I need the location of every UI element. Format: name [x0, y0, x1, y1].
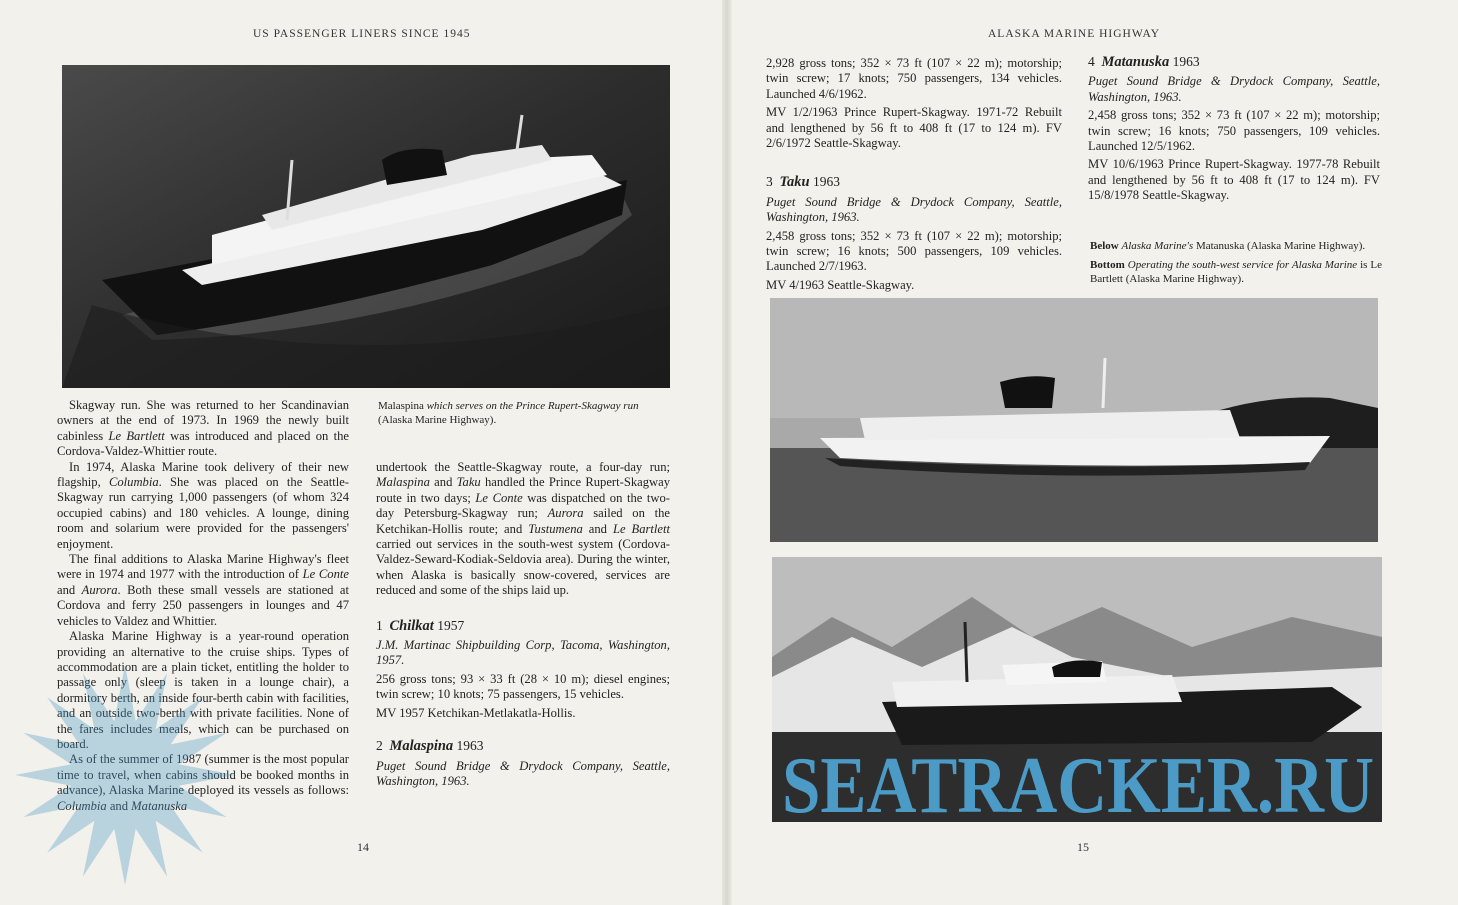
- text-run: Le Conte: [302, 567, 349, 582]
- text-run: Le Conte: [475, 490, 523, 505]
- entry-builder: J.M. Martinac Shipbuilding Corp, Tacoma, Washington, 1957.: [376, 638, 670, 668]
- text-run: which serves on the Prince Rupert-Skagway run: [423, 400, 639, 412]
- text-run: Columbia: [108, 475, 159, 490]
- ship-entry: [1088, 54, 1380, 204]
- paragraph: [57, 752, 349, 814]
- caption-text: Alaska Marine's: [1121, 240, 1194, 252]
- ship-entry: [766, 174, 1062, 293]
- entry-heading: [1088, 54, 1380, 70]
- caption-label: Bottom: [1090, 259, 1125, 271]
- text-column-left: [57, 398, 349, 814]
- text-run: . She was placed on the Seattle-Skagway run carrying 1,000 passengers (of whom 324 occupied cabins) and 180 vehicles. A lounge, dining room and solarium were provided for the passengers' enjoyment.: [57, 475, 349, 551]
- text-run: sailed on the Ketchikan-Hollis route; and: [376, 506, 670, 536]
- entry-history: MV 1957 Ketchikan-Metlakatla-Hollis.: [376, 705, 576, 720]
- text-run: The final additions to Alaska Marine Highway's fleet were in 1974 and 1977 with the introduction of: [57, 552, 349, 582]
- entry-heading: [766, 174, 1062, 190]
- text-run: Aurora: [547, 506, 584, 521]
- text-column-middle: [376, 460, 670, 792]
- entry-number: 4: [1088, 54, 1095, 69]
- entry-history: MV 4/1963 Seattle-Skagway.: [766, 277, 915, 292]
- entry-builder: Puget Sound Bridge & Drydock Company, Seattle, Washington, 1963.: [1088, 74, 1380, 104]
- text-run: Aurora: [81, 582, 118, 597]
- paragraph: [376, 460, 670, 599]
- text-run: undertook the Seattle-Skagway route, a four-day run;: [376, 460, 670, 474]
- paragraph: [57, 552, 349, 629]
- entry-year: 1957: [437, 617, 465, 633]
- entry-builder: Puget Sound Bridge & Drydock Company, Seattle, Washington, 1963.: [766, 194, 1062, 225]
- paragraph: [57, 460, 349, 552]
- paragraph: [57, 398, 349, 460]
- text-run: Le Bartlett: [108, 428, 165, 443]
- watermark-text: SEATRACKER.RU: [782, 742, 1374, 830]
- text-run: Columbia: [57, 798, 107, 813]
- page-number-right: 15: [1077, 840, 1089, 854]
- entry-heading: [376, 738, 670, 754]
- entry-history: MV 1/2/1963 Prince Rupert-Skagway. 1971-72 Rebuilt and lengthened by 56 ft to 408 ft (17 to 124 m). FV 2/6/1972 Seattle-Skagway.: [766, 105, 1062, 151]
- entry-year: 1963: [456, 738, 484, 754]
- book-spine: [722, 0, 732, 905]
- text-run: carried out services in the south-west system (Cordova-Valdez-Seward-Kodiak-Seldovia area). During the winter, when Alaska is basically snow-covered, services are reduced and some of the ships laid up.: [376, 537, 670, 598]
- caption-label: Below: [1090, 240, 1119, 252]
- text-run: . Both these small vessels are stationed at Cordova and ferry 250 passengers in lounges and 47 vehicles to Valdez and Whittier.: [57, 582, 349, 628]
- text-run: As of the summer of 1987 (summer is the most popular time to travel, when cabins should be booked months in advance), Alaska Marine deployed its vessels as follows:: [57, 752, 349, 798]
- entry-specs: 256 gross tons; 93 × 33 ft (28 × 10 m); diesel engines; twin screw; 10 knots; 75 passengers, 15 vehicles.: [376, 671, 670, 702]
- text-run: and: [106, 798, 132, 813]
- page-number-left: 14: [357, 840, 369, 854]
- entry-number: 2: [376, 738, 383, 754]
- entry-history: MV 10/6/1963 Prince Rupert-Skagway. 1977-78 Rebuilt and lengthened by 56 ft to 408 ft (17 to 124 m). FV 15/8/1978 Seattle-Skagway.: [1088, 157, 1380, 203]
- text-run: Alaska Marine Highway is a year-round operation providing an alternative to the cruise ships. Types of accommodation are a plain ticket, entitling the holder to passage only (sleep is taken in a lounge chair), a dormitory berth, an inside four-berth cabin with facilities, and an outside two-berth with private facilities. None of the fares includes meals, which can be purchased on board.: [57, 629, 349, 751]
- caption-below: [1090, 239, 1382, 253]
- text-run: Le Bartlett: [612, 521, 670, 536]
- ship-entry: [376, 738, 670, 789]
- text-run: Matanuska: [131, 798, 188, 813]
- caption-credit: (Alaska Marine Highway).: [1246, 240, 1366, 252]
- text-run: was introduced and placed on the Cordova-Valdez-Whittier route.: [57, 428, 350, 459]
- photo-malaspina: [62, 65, 670, 388]
- text-run: and: [582, 521, 613, 536]
- caption-ship: Matanuska: [1195, 240, 1245, 252]
- running-head-left: US PASSENGER LINERS SINCE 1945: [253, 28, 471, 40]
- entry-heading: [376, 618, 670, 634]
- caption-text: Operating the south-west service for Alaska Marine: [1127, 259, 1358, 271]
- photo-le-bartlett: [772, 557, 1382, 822]
- text-run: Malaspina: [376, 475, 430, 490]
- text-run: handled the Prince Rupert-Skagway route in two days;: [376, 475, 670, 505]
- ship-name: Malaspina: [389, 738, 454, 755]
- entry-number: 3: [766, 174, 773, 190]
- paragraph: [57, 629, 349, 752]
- text-run: Malaspina: [378, 400, 424, 412]
- running-head-right: ALASKA MARINE HIGHWAY: [988, 28, 1160, 40]
- text-run: In 1974, Alaska Marine took delivery of their new flagship,: [57, 459, 349, 490]
- caption-credit: is Le Bartlett (Alaska Marine Highway).: [1090, 259, 1382, 285]
- photo-caption-malaspina: [378, 399, 673, 427]
- ship-name: Chilkat: [389, 617, 434, 634]
- text-run: Taku: [456, 475, 481, 490]
- entry-year: 1963: [812, 174, 840, 190]
- text-run: and: [429, 475, 457, 490]
- text-run: and: [57, 582, 82, 597]
- entry-specs: 2,458 gross tons; 352 × 73 ft (107 × 22 m); motorship; twin screw; 16 knots; 750 passengers, 109 vehicles. Launched 12/5/1962.: [1088, 108, 1380, 154]
- entry-number: 1: [376, 617, 383, 633]
- entry-builder: Puget Sound Bridge & Drydock Company, Seattle, Washington, 1963.: [376, 758, 670, 788]
- text-run: Tustumena: [528, 521, 583, 536]
- ship-name: Matanuska: [1101, 54, 1170, 70]
- text-column-right-2: [1088, 54, 1380, 207]
- entry-year: 1963: [1172, 54, 1200, 69]
- photo-matanuska: [770, 298, 1378, 542]
- caption-bottom: [1090, 258, 1382, 286]
- ship-entry: [376, 618, 670, 721]
- ship-name: Taku: [779, 174, 810, 191]
- entry-specs: 2,458 gross tons; 352 × 73 ft (107 × 22 m); motorship; twin screw; 16 knots; 500 passengers, 109 vehicles. Launched 2/7/1963.: [766, 228, 1062, 274]
- text-run: was dispatched on the two-day Petersburg-Skagway run;: [376, 490, 671, 521]
- text-run: Skagway run. She was returned to her Scandinavian owners at the end of 1973. In 1969 the newly built cabinless: [57, 398, 349, 443]
- entry-specs: 2,928 gross tons; 352 × 73 ft (107 × 22 m); motorship; twin screw; 17 knots; 750 passengers, 134 vehicles. Launched 4/6/1962.: [766, 56, 1062, 101]
- text-run: (Alaska Marine Highway).: [378, 414, 497, 426]
- text-column-right-1: [766, 56, 1062, 296]
